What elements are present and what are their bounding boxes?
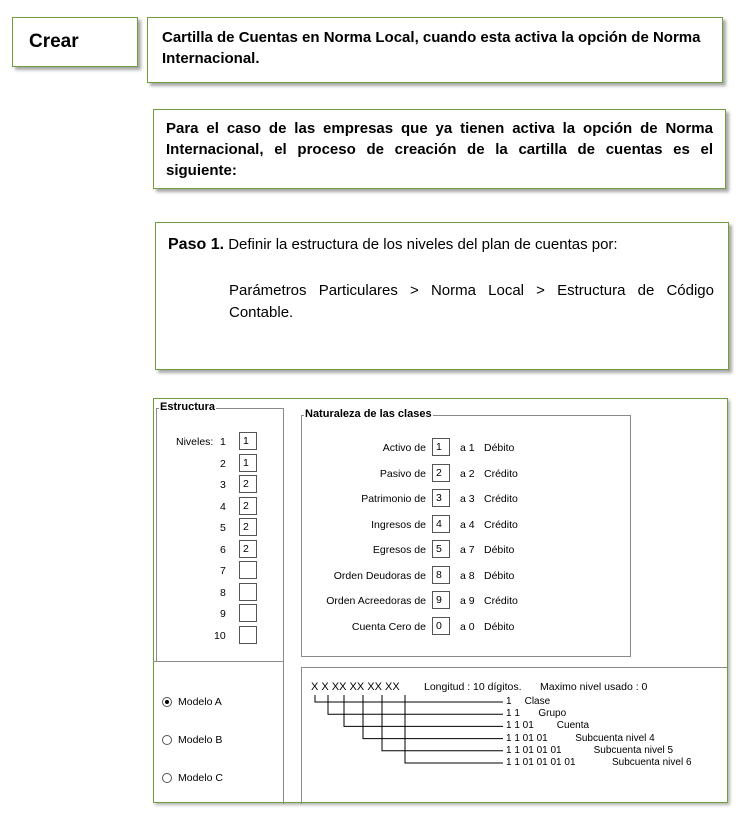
level-input[interactable]: 2 <box>239 540 257 558</box>
modelo-radio[interactable] <box>162 697 172 707</box>
paso-label: Paso 1. <box>168 236 225 253</box>
nature-to: a 1 <box>460 442 475 454</box>
nature-type: Crédito <box>484 467 518 480</box>
level-input[interactable]: 1 <box>239 432 257 450</box>
nature-to: a 8 <box>460 569 475 582</box>
tree-name: Clase <box>524 696 551 707</box>
tree-connector <box>328 695 503 714</box>
level-number: 2 <box>220 457 226 470</box>
nature-label: Orden Acreedoras de <box>326 595 426 607</box>
niveles-label: Niveles: <box>176 436 214 448</box>
nature-label: Activo de <box>382 442 426 454</box>
nature-type: Crédito <box>484 493 518 505</box>
modelo-label: Modelo C <box>178 772 223 784</box>
tree-code: 1 <box>506 696 512 707</box>
tree-name: Subcuenta nivel 5 <box>593 744 674 756</box>
nature-type: Débito <box>484 442 515 454</box>
tree-code: 1 1 <box>506 708 520 720</box>
intro-box <box>153 109 726 189</box>
level-number: 10 <box>214 629 226 642</box>
nature-from-input[interactable]: 9 <box>432 591 450 609</box>
modelo-radio[interactable] <box>162 773 172 783</box>
code-pattern: X X XX XX XX XX <box>311 681 400 693</box>
nature-label: Ingresos de <box>371 518 426 531</box>
level-number: 1 <box>220 436 226 448</box>
nature-to: a 0 <box>460 620 475 633</box>
crear-box <box>12 17 138 67</box>
nature-type: Crédito <box>484 595 518 607</box>
longitud-text: Longitud : 10 dígitos. <box>424 681 522 693</box>
level-number: 4 <box>220 500 226 513</box>
level-input[interactable] <box>239 604 257 622</box>
tree-code: 1 1 01 <box>506 720 534 732</box>
nature-from-input[interactable]: 2 <box>432 464 450 482</box>
nature-from-input[interactable]: 0 <box>432 617 450 635</box>
level-input[interactable]: 2 <box>239 518 257 536</box>
paso-text: Definir la estructura de los niveles del plan de cuentas por: <box>228 236 618 253</box>
level-number: 3 <box>220 479 226 491</box>
level-input[interactable] <box>239 583 257 601</box>
modelo-label: Modelo B <box>178 734 223 746</box>
level-input[interactable] <box>239 561 257 579</box>
nature-label: Pasivo de <box>379 467 426 480</box>
naturaleza-legend: Naturaleza de las clases <box>305 408 432 420</box>
nature-type: Débito <box>484 569 515 582</box>
level-input[interactable]: 2 <box>239 475 257 493</box>
nature-from-input[interactable]: 4 <box>432 515 450 533</box>
nature-type: Débito <box>484 620 515 633</box>
nature-to: a 9 <box>460 595 475 607</box>
tree-connector <box>405 695 503 763</box>
maximo-text: Maximo nivel usado : 0 <box>540 681 648 693</box>
nature-to: a 7 <box>460 544 475 556</box>
nature-to: a 2 <box>460 467 475 480</box>
nature-from-input[interactable]: 5 <box>432 540 450 558</box>
paso-box <box>155 222 729 370</box>
tree-connector <box>344 695 503 726</box>
tree-code: 1 1 01 01 01 <box>506 744 562 756</box>
tree-connector <box>382 695 503 751</box>
level-number: 5 <box>220 522 226 534</box>
nature-type: Crédito <box>484 518 518 531</box>
tree-name: Subcuenta nivel 6 <box>612 757 692 768</box>
nature-label: Cuenta Cero de <box>351 620 426 633</box>
tree-name: Subcuenta nivel 4 <box>575 732 655 744</box>
nature-label: Egresos de <box>372 544 426 556</box>
nature-to: a 3 <box>460 493 475 505</box>
nature-type: Débito <box>484 544 515 556</box>
intro-text: Para el caso de las empresas que ya tienen activa la opción de Norma Internacional, el proceso de creación de la cartilla de cuentas es el siguiente: <box>166 120 713 179</box>
estructura-dialog <box>153 398 728 803</box>
nature-from-input[interactable]: 3 <box>432 489 450 507</box>
section-title: Cartilla de Cuentas en Norma Local, cuando esta activa la opción de Norma Internacional. <box>162 29 701 67</box>
level-number: 6 <box>220 543 226 556</box>
crear-label: Crear <box>29 31 79 52</box>
tree-connector <box>315 695 503 702</box>
nature-from-input[interactable]: 1 <box>432 438 450 456</box>
nature-to: a 4 <box>460 518 475 531</box>
tree-code: 1 1 01 01 01 01 <box>506 757 576 768</box>
level-number: 9 <box>220 608 226 620</box>
level-input[interactable]: 2 <box>239 497 257 515</box>
tree-name: Cuenta <box>556 720 590 732</box>
tree-name: Grupo <box>538 708 567 720</box>
level-input[interactable] <box>239 626 257 644</box>
title-box <box>147 17 723 83</box>
modelo-radio[interactable] <box>162 735 172 745</box>
tree-code: 1 1 01 01 <box>506 732 548 744</box>
modelo-label: Modelo A <box>178 696 222 708</box>
estructura-legend: Estructura <box>160 401 216 413</box>
paso-line <box>168 236 618 254</box>
level-input[interactable]: 1 <box>239 454 257 472</box>
level-number: 8 <box>220 586 226 599</box>
nature-label: Patrimonio de <box>361 493 426 505</box>
paso-path: Parámetros Particulares > Norma Local > Estructura de Código Contable. <box>229 282 714 321</box>
level-number: 7 <box>220 565 226 577</box>
nature-from-input[interactable]: 8 <box>432 566 450 584</box>
nature-label: Orden Deudoras de <box>333 569 426 582</box>
